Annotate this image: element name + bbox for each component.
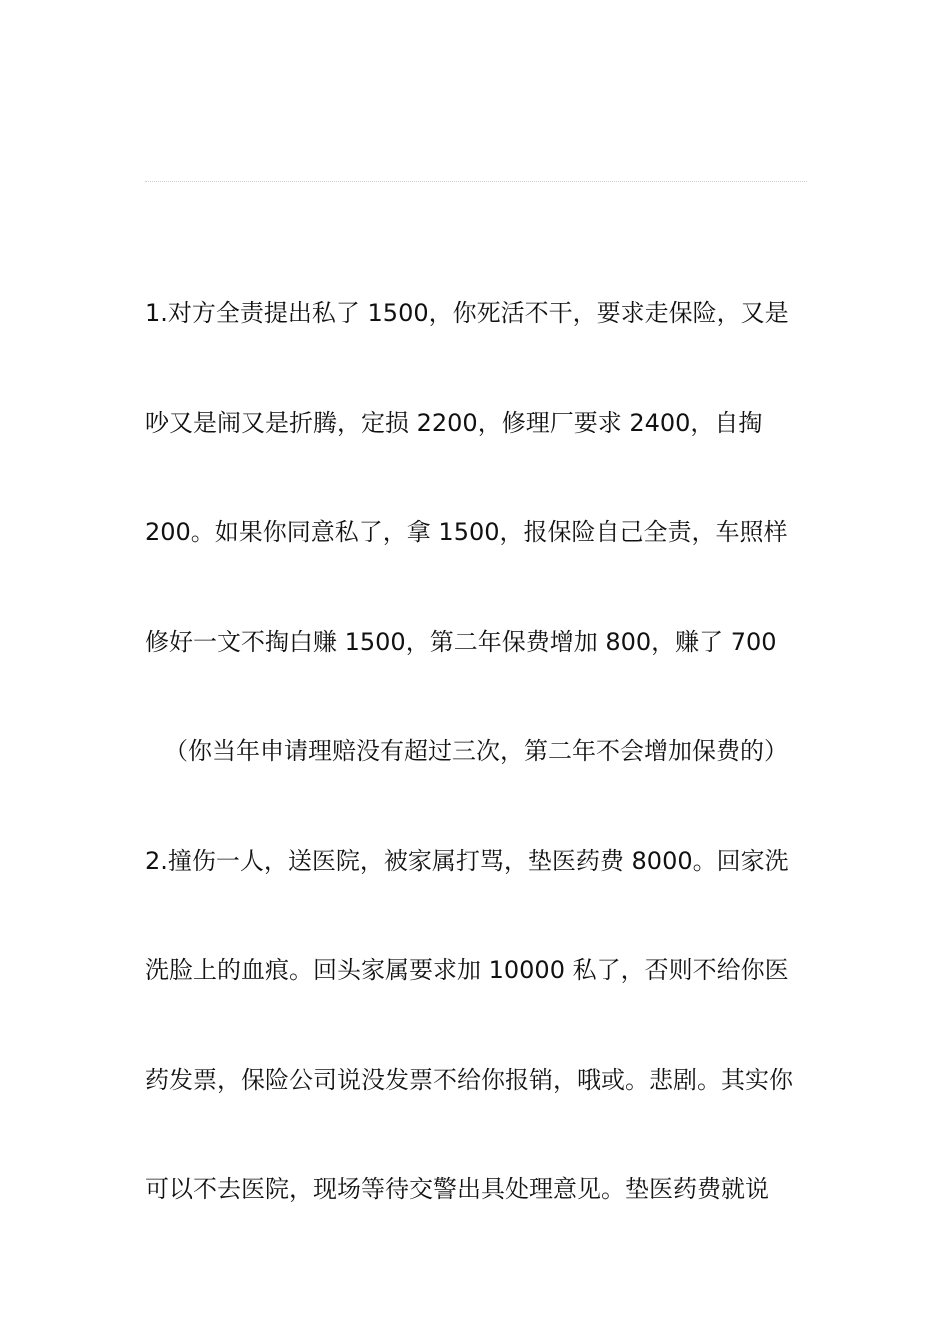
- text-line-note: （你当年申请理赔没有超过三次，第二年不会增加保费的）: [164, 737, 788, 765]
- text-line: 1.对方全责提出私了 1500，你死活不干，要求走保险，又是: [145, 299, 789, 327]
- text-line: 吵又是闹又是折腾，定损 2200，修理厂要求 2400，自掏: [145, 408, 763, 437]
- text-line: 修好一文不掏白赚 1500，第二年保费增加 800，赚了 700: [145, 627, 777, 656]
- header-divider: [145, 181, 807, 182]
- text-line: 200。如果你同意私了，拿 1500，报保险自己全责，车照样: [145, 518, 788, 546]
- text-line: 2.撞伤一人，送医院，被家属打骂，垫医药费 8000。回家洗: [145, 846, 789, 875]
- text-line: 洗脸上的血痕。回头家属要求加 10000 私了，否则不给你医: [145, 956, 789, 984]
- body-text: [145, 291, 807, 1277]
- text-line: 可以不去医院，现场等待交警出具处理意见。垫医药费就说: [145, 1175, 769, 1203]
- text-line: 药发票，保险公司说没发票不给你报销，哦或。悲剧。其实你: [145, 1065, 793, 1094]
